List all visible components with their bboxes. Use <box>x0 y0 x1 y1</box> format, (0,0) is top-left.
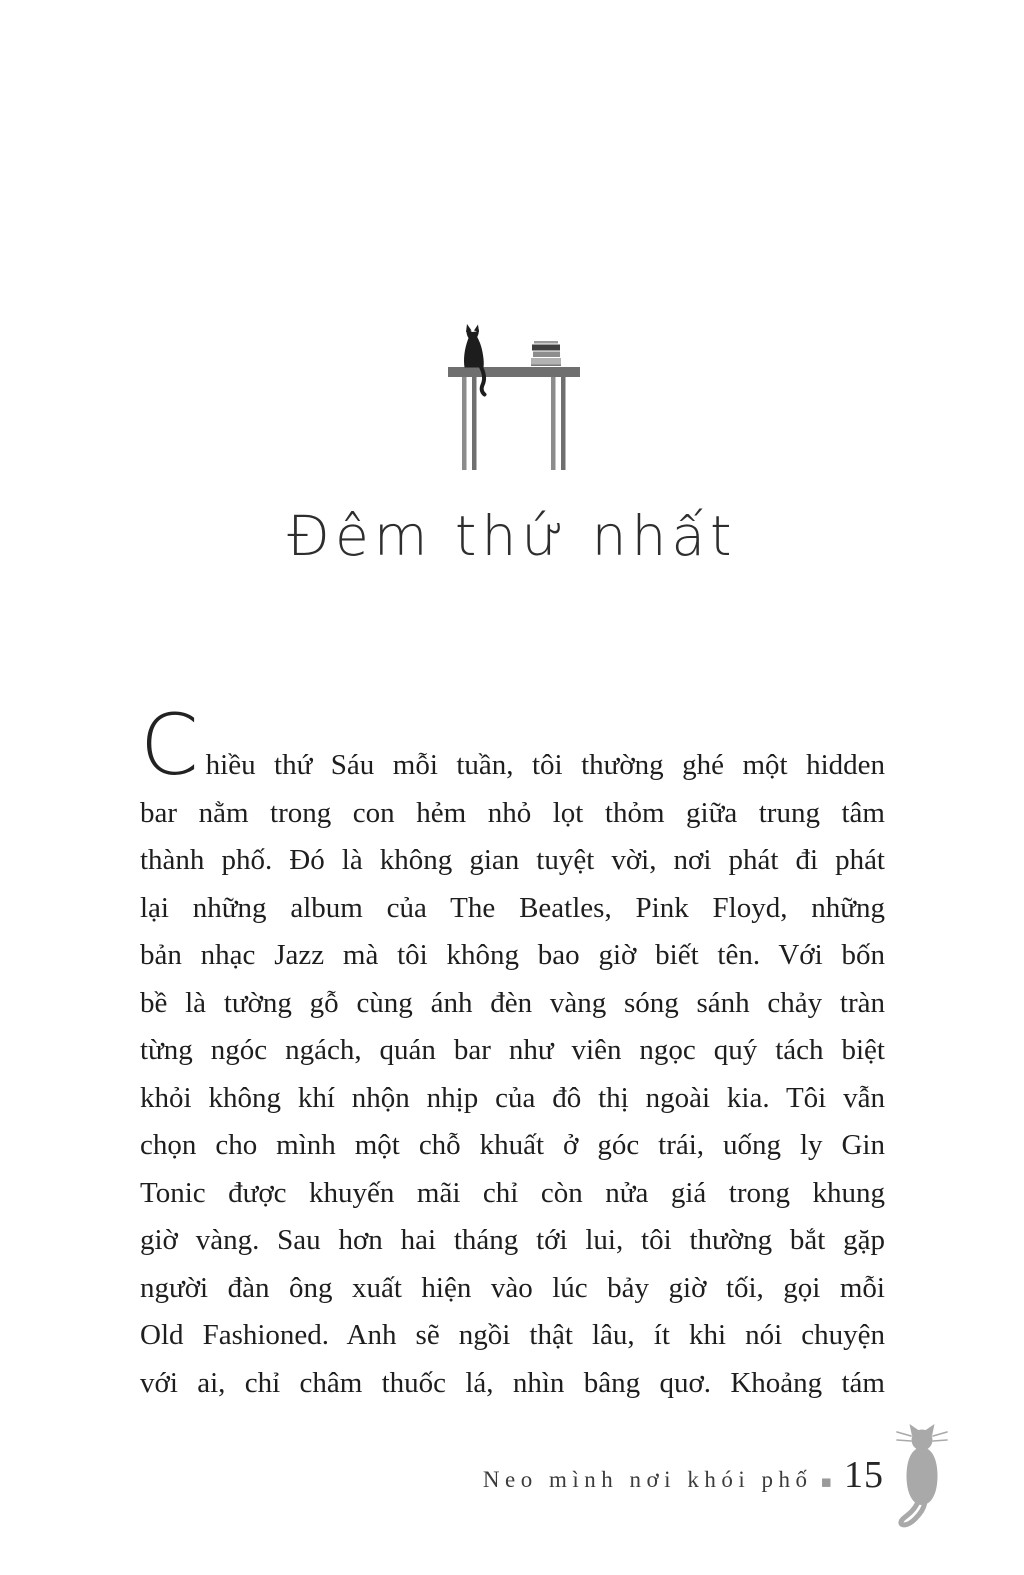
text-line: khỏi không khí nhộn nhịp của đô thị ngoài kia. Tôi vẫn <box>140 1081 885 1114</box>
drop-cap: C <box>140 696 199 794</box>
text-line: bar nằm trong con hẻm nhỏ lọt thỏm giữa trung tâm <box>140 796 885 829</box>
cat-on-table-with-books-icon <box>448 322 580 472</box>
text-line: lại những album của The Beatles, Pink Floyd, những <box>140 891 885 924</box>
page-number: 15 <box>844 1454 884 1496</box>
cat-on-table-illustration <box>448 322 580 472</box>
gray-cat-silhouette-icon <box>896 1423 948 1533</box>
text-line: giờ vàng. Sau hơn hai tháng tới lui, tôi thường bắt gặp <box>140 1224 885 1256</box>
text-line: Old Fashioned. Anh sẽ ngồi thật lâu, ít khi nói chuyện <box>140 1319 885 1351</box>
text-line: Tonic được khuyến mãi chỉ còn nửa giá trong khung <box>140 1176 885 1209</box>
body-paragraph <box>140 696 885 1407</box>
text-line: từng ngóc ngách, quán bar như viên ngọc quý tách biệt <box>140 1034 885 1066</box>
text-line: thành phố. Đó là không gian tuyệt vời, nơi phát đi phát <box>140 844 885 876</box>
running-title: Neo mình nơi khói phố <box>482 1467 813 1492</box>
text-line: bản nhạc Jazz mà tôi không bao giờ biết tên. Với bốn <box>140 939 885 971</box>
text-line: bề là tường gỗ cùng ánh đèn vàng sóng sánh chảy tràn <box>140 986 885 1019</box>
text-line: chọn cho mình một chỗ khuất ở góc trái, uống ly Gin <box>140 1129 885 1161</box>
text-line: với ai, chỉ châm thuốc lá, nhìn bâng quơ. Khoảng tám <box>140 1366 885 1399</box>
text-line: Chiều thứ Sáu mỗi tuần, tôi thường ghé một hidden <box>140 696 885 794</box>
text-line: người đàn ông xuất hiện vào lúc bảy giờ tối, gọi mỗi <box>140 1271 885 1304</box>
chapter-title: Đêm thứ nhất <box>287 504 737 568</box>
footer-separator-icon: ▪ <box>820 1472 832 1492</box>
footer-cat-illustration <box>896 1423 948 1533</box>
page-footer <box>0 1455 884 1503</box>
